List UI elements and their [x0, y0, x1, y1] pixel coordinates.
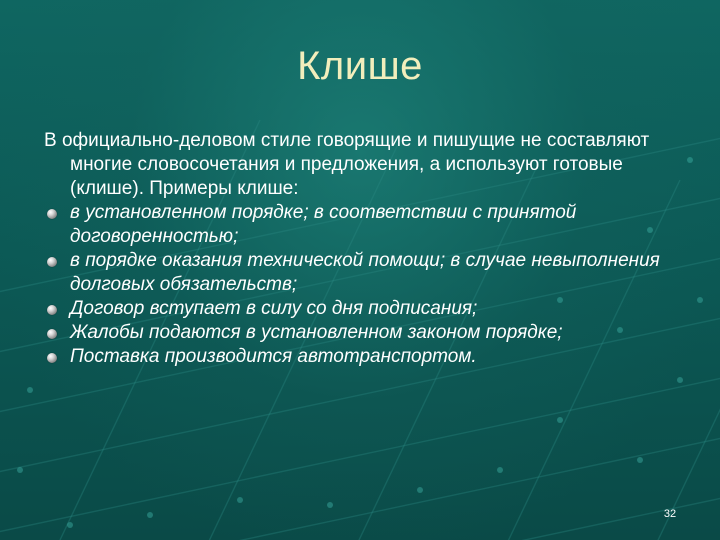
bullet-icon: [47, 257, 57, 267]
list-item: [44, 249, 674, 297]
intro-paragraph: В официально-деловом стиле говорящие и пишущие не составляют многие словосочетания и предложения, а используют готовые (клише). Примеры клише:: [44, 130, 650, 199]
list-item: [44, 345, 674, 369]
list-item: [44, 201, 674, 249]
list-item-text: Договор вступает в силу со дня подписания;: [70, 298, 478, 319]
list-item-text: Поставка производится автотранспортом.: [70, 346, 477, 367]
list-item: [44, 297, 674, 321]
list-item-text: Жалобы подаются в установленном законом порядке;: [70, 322, 563, 343]
bullet-icon: [47, 305, 57, 315]
bullet-icon: [47, 329, 57, 339]
list-item: [44, 321, 674, 345]
bullet-icon: [47, 209, 57, 219]
slide-title: Клише: [297, 44, 423, 88]
cliche-list: [44, 201, 674, 369]
list-item-text: в порядке оказания технической помощи; в случае невыполнения долговых обязательств;: [70, 250, 660, 295]
bullet-icon: [47, 353, 57, 363]
page-number: 32: [663, 508, 677, 520]
list-item-text: в установленном порядке; в соответствии с принятой договоренностью;: [70, 202, 577, 247]
slide-body: [44, 129, 674, 369]
